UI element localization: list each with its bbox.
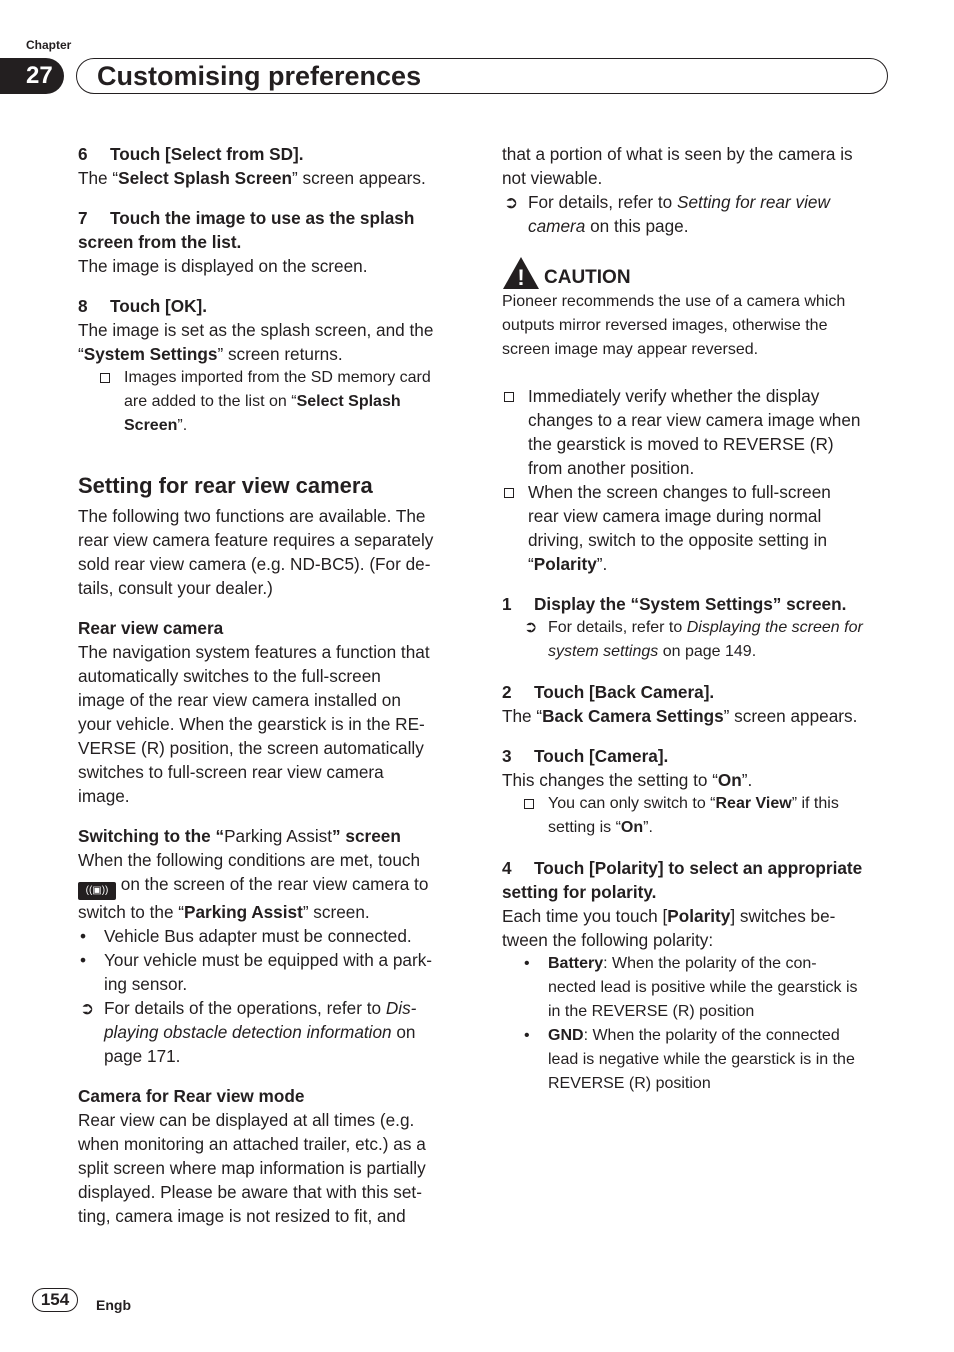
- bullet-icon: •: [524, 1027, 530, 1044]
- step-4-body: Each time you touch [Polarity] switches be-: [502, 906, 836, 926]
- switching-line-2: ((▣)) on the screen of the rear view camera to: [78, 872, 468, 900]
- step-6-title: 6 Touch [Select from SD].: [78, 144, 304, 164]
- step-3-note: You can only switch to “Rear View” if this setting is “On”.: [502, 792, 894, 840]
- step-8-body-cont: “System Settings” screen returns.: [78, 344, 343, 364]
- switching-heading: Switching to the “Parking Assist” screen: [78, 826, 401, 846]
- verify-note: Immediately verify whether the display changes to a rear view camera image when the gearstick is moved to REVERSE (R) from another position.: [502, 384, 894, 480]
- left-column: [78, 142, 468, 1228]
- bullet-icon: •: [80, 950, 87, 970]
- language-code: Engb: [96, 1297, 131, 1313]
- reference-arrow-icon: ➲: [504, 192, 519, 212]
- switching-line-3: switch to the “Parking Assist” screen.: [78, 902, 370, 922]
- camera-mode-heading: Camera for Rear view mode: [78, 1086, 305, 1106]
- chapter-label: Chapter: [26, 38, 72, 52]
- bullet-icon: •: [524, 955, 530, 972]
- continued-text: that a portion of what is seen by the camera is not viewable.: [502, 144, 853, 188]
- rear-view-camera-heading: Rear view camera: [78, 618, 224, 638]
- right-column: [502, 142, 894, 1096]
- warning-icon: [502, 256, 540, 290]
- checkbox-bullet-icon: [504, 488, 514, 498]
- step-3-body: This changes the setting to “On”.: [502, 770, 753, 790]
- step-7-title-cont: screen from the list.: [78, 232, 242, 252]
- step-1-title: 1 Display the “System Settings” screen.: [502, 594, 847, 614]
- svg-text:!: !: [517, 265, 525, 290]
- step-4-body-cont: tween the following polarity:: [502, 930, 714, 950]
- step-2-title: 2 Touch [Back Camera].: [502, 682, 715, 702]
- page-number: 154: [32, 1288, 78, 1312]
- step-4-title: 4 Touch [Polarity] to select an appropriate: [502, 858, 863, 878]
- checkbox-bullet-icon: [504, 392, 514, 402]
- condition-bullet-2: • Your vehicle must be equipped with a park- ing sensor.: [80, 950, 433, 994]
- checkbox-bullet-icon: [524, 799, 534, 809]
- bullet-icon: •: [80, 926, 87, 946]
- step-4-title-cont: setting for polarity.: [502, 882, 657, 902]
- step-8-body: The image is set as the splash screen, and the: [78, 320, 434, 340]
- chapter-title: Customising preferences: [97, 61, 422, 91]
- caution-body: Pioneer recommends the use of a camera which outputs mirror reversed images, otherwise the screen image may appear reversed.: [502, 293, 846, 358]
- step-2-body: The “Back Camera Settings” screen appears.: [502, 706, 858, 726]
- section-intro: The following two functions are available. The rear view camera feature requires a separately sold rear view camera (e.g. ND-BC5). (For de- tails, consult your dealer.): [78, 506, 434, 598]
- step-6-body: The “Select Splash Screen” screen appears.: [78, 168, 426, 188]
- rear-camera-reference: ➲ For details, refer to Setting for rear view camera on this page.: [504, 192, 830, 236]
- polarity-battery: • Battery: When the polarity of the con- nected lead is positive while the gearstick is in the REVERSE (R) position: [502, 952, 894, 1024]
- condition-bullet-1: • Vehicle Bus adapter must be connected.: [80, 926, 412, 946]
- rear-view-camera-body: The navigation system features a function that automatically switches to the full-screen image of the rear view camera installed on your vehicle. When the gearstick is in the RE- VERSE (R) position, the screen automatically switches to full-screen rear view camera image.: [78, 642, 430, 806]
- reference-arrow-icon: ➲: [80, 998, 95, 1018]
- switching-line-1: When the following conditions are met, touch: [78, 850, 421, 870]
- polarity-note: When the screen changes to full-screen rear view camera image during normal driving, switch to the opposite setting in “Polarity”.: [502, 480, 894, 576]
- step-8-note: Images imported from the SD memory card are added to the list on “Select Splash Screen”.: [78, 366, 468, 438]
- step-7-title: 7 Touch the image to use as the splash: [78, 208, 415, 228]
- section-title: Setting for rear view camera: [78, 473, 373, 498]
- checkbox-bullet-icon: [100, 373, 110, 383]
- parking-assist-icon: ((▣)): [78, 882, 116, 900]
- polarity-gnd: • GND: When the polarity of the connected lead is negative while the gearstick is in the REVERSE (R) position: [502, 1024, 894, 1096]
- caution-heading: ! CAUTION: [502, 250, 894, 290]
- step-3-title: 3 Touch [Camera].: [502, 746, 669, 766]
- step-1-reference: ➲ For details, refer to Displaying the screen for system settings on page 149.: [502, 616, 894, 664]
- camera-mode-body: Rear view can be displayed at all times (e.g. when monitoring an attached trailer, etc.) as a split screen where map information is partially displayed. Please be aware that with this set- ting, camera image is not resized to fit, and: [78, 1110, 426, 1226]
- operations-reference: ➲ For details of the operations, refer to Dis- playing obstacle detection information on page 171.: [80, 998, 417, 1066]
- reference-arrow-icon: ➲: [524, 619, 538, 636]
- chapter-number: 27: [0, 58, 64, 94]
- step-7-body: The image is displayed on the screen.: [78, 256, 368, 276]
- step-8-title: 8 Touch [OK].: [78, 296, 208, 316]
